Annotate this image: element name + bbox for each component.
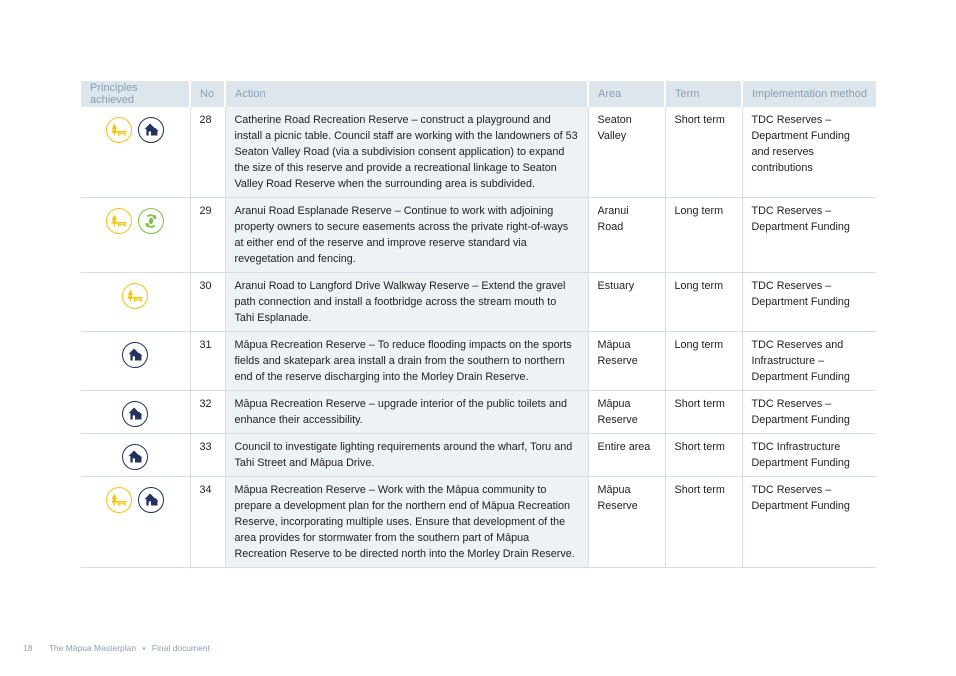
action-cell: Māpua Recreation Reserve – Work with the Māpua community to prepare a development plan for the northern end of Māpua Recreation Reserve, incorporating multiple uses. Ensure that development of the area provides for stormwater from the southern part of Māpua Recreation Reserve to be directed north into the Morley Drain Reserve. [225,477,588,568]
principles-cell [81,434,190,477]
implementation-cell: TDC Reserves – Department Funding [742,273,876,332]
implementation-cell: TDC Reserves and Infrastructure – Department Funding [742,332,876,391]
community-icon [122,342,148,368]
row-number-cell: 29 [190,198,225,273]
sustainability-icon [138,208,164,234]
recreation-icon [106,487,132,513]
table-row [81,434,876,477]
principles-cell [81,273,190,332]
principles-cell [81,332,190,391]
implementation-cell: TDC Reserves – Department Funding [742,198,876,273]
community-icon [122,444,148,470]
page-footer [23,643,210,653]
principles-cell [81,107,190,198]
area-cell: Aranui Road [588,198,665,273]
action-table [81,81,876,568]
implementation-cell: TDC Reserves – Department Funding and reserves contributions [742,107,876,198]
implementation-cell: TDC Reserves – Department Funding [742,477,876,568]
page-number: 18 [23,643,33,653]
area-cell: Seaton Valley [588,107,665,198]
row-number-cell: 31 [190,332,225,391]
area-cell: Māpua Reserve [588,332,665,391]
header-term: Term [665,81,742,107]
row-number-cell: 32 [190,391,225,434]
recreation-icon [106,208,132,234]
action-cell: Māpua Recreation Reserve – upgrade interior of the public toilets and enhance their accessibility. [225,391,588,434]
table-row [81,273,876,332]
term-cell: Long term [665,332,742,391]
area-cell: Māpua Reserve [588,391,665,434]
implementation-cell: TDC Reserves – Department Funding [742,391,876,434]
action-cell: Aranui Road Esplanade Reserve – Continue to work with adjoining property owners to secure easements across the private right-of-ways at either end of the reserve and improve reserve standard via revegetation and fencing. [225,198,588,273]
area-cell: Estuary [588,273,665,332]
community-icon [122,401,148,427]
implementation-cell: TDC Infrastructure Department Funding [742,434,876,477]
header-implementation: Implementation method [742,81,876,107]
term-cell: Short term [665,477,742,568]
action-cell: Catherine Road Recreation Reserve – construct a playground and install a picnic table. Council staff are working with the landowners of 53 Seaton Valley Road (via a subdivision consent application) to expand the size of this reserve and provide a recreational linkage to Seaton Valley Road Reserve when the surrounding area is subdivided. [225,107,588,198]
header-no: No [190,81,225,107]
header-principles: Principles achieved [81,81,190,107]
community-icon [138,487,164,513]
table-row [81,477,876,568]
table-header-row [81,81,876,107]
action-table-container [81,81,876,568]
term-cell: Long term [665,273,742,332]
principles-cell [81,198,190,273]
footer-separator: • [142,643,146,653]
term-cell: Short term [665,391,742,434]
row-number-cell: 30 [190,273,225,332]
table-row [81,198,876,273]
document-status: Final document [151,643,210,653]
table-row [81,107,876,198]
principles-cell [81,391,190,434]
action-cell: Māpua Recreation Reserve – To reduce flooding impacts on the sports fields and skatepark area install a drain from the southern to northern end of the reserve discharging into the Morley Drain Reserve. [225,332,588,391]
area-cell: Māpua Reserve [588,477,665,568]
recreation-icon [122,283,148,309]
header-action: Action [225,81,588,107]
row-number-cell: 33 [190,434,225,477]
action-cell: Council to investigate lighting requirements around the wharf, Toru and Tahi Street and Māpua Drive. [225,434,588,477]
community-icon [138,117,164,143]
row-number-cell: 28 [190,107,225,198]
table-row [81,332,876,391]
header-area: Area [588,81,665,107]
row-number-cell: 34 [190,477,225,568]
term-cell: Short term [665,434,742,477]
term-cell: Long term [665,198,742,273]
table-row [81,391,876,434]
area-cell: Entire area [588,434,665,477]
term-cell: Short term [665,107,742,198]
principles-cell [81,477,190,568]
action-cell: Aranui Road to Langford Drive Walkway Reserve – Extend the gravel path connection and install a footbridge across the stream mouth to Tahi Esplanade. [225,273,588,332]
document-title: The Māpua Masterplan [48,643,137,653]
recreation-icon [106,117,132,143]
